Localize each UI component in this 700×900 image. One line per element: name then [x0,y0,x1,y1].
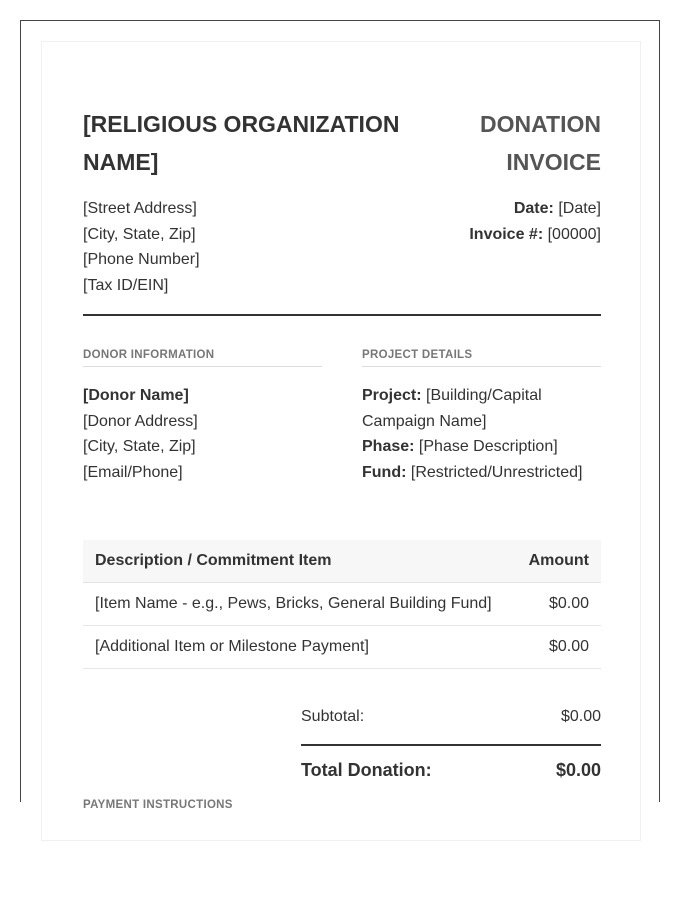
phase-line [362,434,601,460]
org-street: [Street Address] [83,200,197,217]
invoice-page [41,41,641,841]
invoice-number-label: Invoice #: [469,225,544,243]
invoice-number-value: [00000] [547,225,601,243]
org-tax-id: [Tax ID/EIN] [83,277,169,295]
donor-contact: [Email/Phone] [83,464,183,482]
items-header-row [83,540,601,583]
donor-information [83,348,322,486]
invoice-number-line [469,222,601,248]
project-value: [Building/Capital Campaign Name] [362,387,542,430]
total-label: Total Donation: [301,760,432,780]
document-frame [20,20,660,811]
project-label: Project: [362,387,422,404]
items-table [83,540,601,669]
phase-value: [Phase Description] [418,438,558,456]
item-description: [Additional Item or Milestone Payment] [83,626,514,669]
item-description: [Item Name - e.g., Pews, Bricks, General Building Fund] [83,583,514,626]
item-amount: $0.00 [514,583,601,626]
document-title: DONATION INVOICE [480,111,601,175]
org-city: [City, State, Zip] [83,225,196,243]
table-row [83,626,601,669]
org-phone: [Phone Number] [83,251,200,269]
subtotal-value: $0.00 [560,708,601,725]
donor-address: [Donor Address] [83,412,198,430]
donor-heading: DONOR INFORMATION [83,348,322,367]
description-header: Description / Commitment Item [83,540,514,583]
organization-address [83,196,200,299]
payment-instructions-heading: PAYMENT INSTRUCTIONS [83,799,233,811]
donor-name: [Donor Name] [83,387,189,404]
organization-name: [RELIGIOUS ORGANIZATION NAME] [83,111,400,175]
fund-label: Fund: [362,464,407,482]
project-line [362,383,601,434]
project-info [362,383,601,486]
header-divider [83,314,601,316]
total-row [301,760,601,781]
date-label: Date: [513,200,554,217]
subtotal-label: Subtotal: [301,708,365,725]
donor-details [83,383,322,486]
date-value: [Date] [558,200,601,217]
totals-block [301,708,601,781]
item-amount: $0.00 [514,626,601,669]
invoice-meta [469,196,601,247]
fund-line [362,460,601,486]
amount-header: Amount [514,540,601,583]
project-heading: PROJECT DETAILS [362,348,601,367]
fund-value: [Restricted/Unrestricted] [410,464,583,482]
total-value: $0.00 [555,760,601,780]
table-row [83,583,601,626]
phase-label: Phase: [362,438,415,456]
subtotal-row [301,708,601,746]
date-line [469,196,601,222]
donor-city: [City, State, Zip] [83,438,196,456]
project-details [362,348,601,486]
